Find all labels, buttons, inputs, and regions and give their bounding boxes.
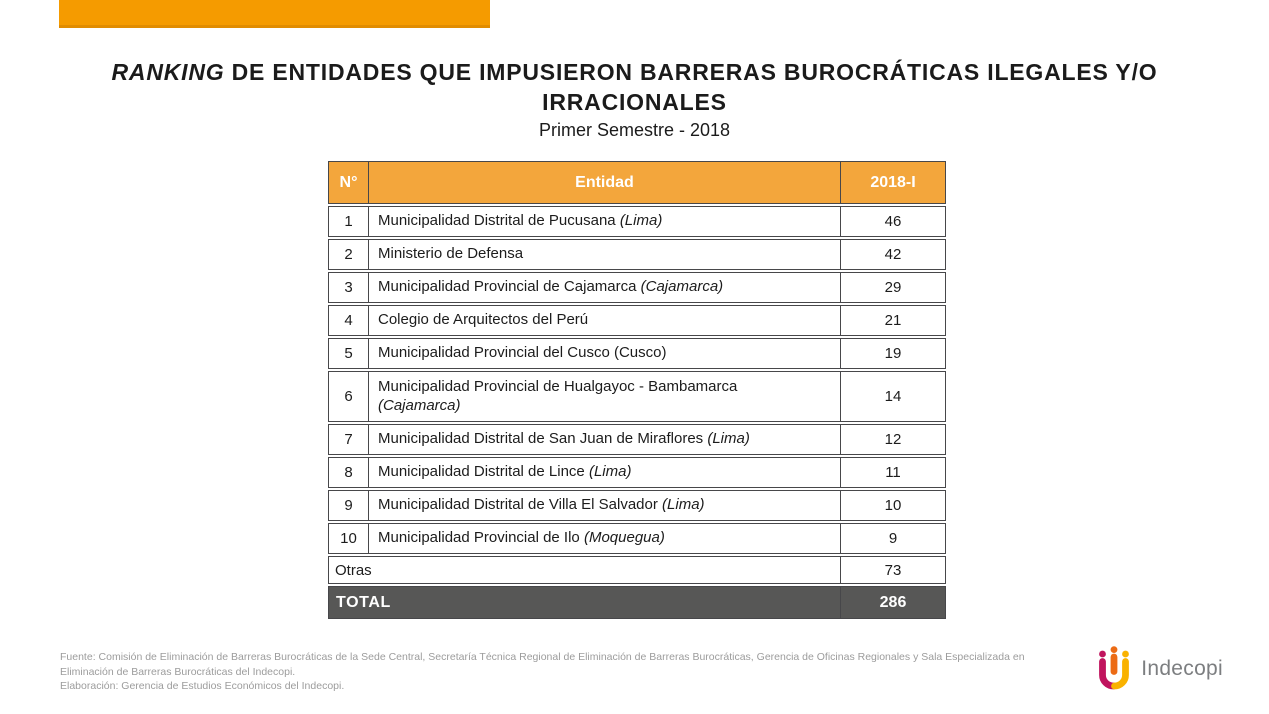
entity-location: (Lima) (707, 430, 750, 448)
entity-location: (Lima) (619, 212, 663, 230)
value-cell: 42 (841, 239, 946, 270)
entity-cell (369, 272, 841, 303)
value-cell: 9 (841, 523, 946, 554)
rank-cell: 5 (328, 338, 369, 369)
entity-location: (Lima) (588, 463, 632, 481)
table-row (328, 424, 946, 455)
top-accent-bar (59, 0, 490, 28)
indecopi-logo-icon (1094, 646, 1134, 692)
header-cell-rank: N° (328, 161, 369, 204)
source-line: Elaboración: Gerencia de Estudios Económicos del Indecopi. (60, 680, 345, 692)
entity-cell (369, 424, 841, 455)
header-cell-value: 2018-I (841, 161, 946, 204)
entity-cell (369, 206, 841, 237)
table-row (328, 490, 946, 521)
rank-cell: 3 (328, 272, 369, 303)
rank-cell: 8 (328, 457, 369, 488)
entity-cell (369, 305, 841, 336)
value-cell: 14 (841, 371, 946, 422)
entity-cell (369, 490, 841, 521)
entity-name: Municipalidad Provincial de Ilo (378, 529, 580, 547)
entity-name: Ministerio de Defensa (378, 245, 524, 263)
table-row (328, 523, 946, 554)
entity-cell (369, 457, 841, 488)
entity-location: (Cusco) (613, 344, 667, 362)
table-row (328, 457, 946, 488)
total-label-cell: TOTAL (328, 586, 841, 619)
header-cell-entity: Entidad (369, 161, 841, 204)
table-row (328, 206, 946, 237)
source-note (60, 650, 1070, 694)
entity-name: Municipalidad Distrital de Villa El Salvador (378, 496, 658, 514)
entity-name: Colegio de Arquitectos del Perú (378, 311, 589, 329)
entity-location: (Cajamarca) (378, 396, 461, 414)
entity-cell (369, 523, 841, 554)
table-body (328, 206, 946, 554)
table-header-row (328, 161, 946, 204)
entity-location: (Lima) (662, 496, 705, 514)
entity-cell (369, 371, 841, 422)
rank-cell: 2 (328, 239, 369, 270)
entity-name: Municipalidad Provincial de Cajamarca (378, 278, 637, 296)
source-line: Eliminación de Barreras Burocráticas del Indecopi. (60, 665, 296, 678)
value-cell: 29 (841, 272, 946, 303)
rank-cell: 10 (328, 523, 369, 554)
value-cell: 46 (841, 206, 946, 237)
entity-cell (369, 338, 841, 369)
table-row (328, 239, 946, 270)
table-row (328, 338, 946, 369)
title-italic-word: RANKING (111, 59, 225, 85)
page-title (0, 57, 1269, 117)
entity-location: (Moquegua) (583, 529, 665, 547)
otras-label-cell: Otras (328, 556, 841, 584)
entity-location: (Cajamarca) (640, 278, 724, 296)
entity-name: Municipalidad Provincial de Hualgayoc - Bambamarca (378, 377, 738, 395)
page-subtitle: Primer Semestre - 2018 (538, 120, 731, 140)
title-line2: IRRACIONALES (542, 89, 727, 115)
rank-cell: 1 (328, 206, 369, 237)
entity-cell (369, 239, 841, 270)
table-row (328, 305, 946, 336)
rank-cell: 4 (328, 305, 369, 336)
ranking-table (328, 159, 946, 621)
rank-cell: 7 (328, 424, 369, 455)
rank-cell: 9 (328, 490, 369, 521)
entity-name: Municipalidad Distrital de Pucusana (378, 212, 616, 230)
entity-name: Municipalidad Distrital de San Juan de Miraflores (378, 430, 704, 448)
indecopi-logo (1094, 646, 1223, 692)
value-cell: 12 (841, 424, 946, 455)
value-cell: 19 (841, 338, 946, 369)
title-line1-rest: DE ENTIDADES QUE IMPUSIERON BARRERAS BUROCRÁTICAS ILEGALES Y/O (224, 59, 1158, 85)
source-line: Fuente: Comisión de Eliminación de Barreras Burocráticas de la Sede Central, Secretaría Técnica Regional de Eliminación de Barreras Burocráticas, Gerencia de Oficinas Regionales y Sala Especializada en (60, 651, 1025, 663)
total-value-cell: 286 (841, 586, 946, 619)
otras-value-cell: 73 (841, 556, 946, 584)
entity-name: Municipalidad Distrital de Lince (378, 463, 585, 481)
entity-name: Municipalidad Provincial del Cusco (378, 344, 610, 362)
rank-cell: 6 (328, 371, 369, 422)
table-row (328, 272, 946, 303)
indecopi-logo-text: Indecopi (1141, 657, 1223, 680)
table-row (328, 371, 946, 422)
value-cell: 10 (841, 490, 946, 521)
value-cell: 21 (841, 305, 946, 336)
table-row-otras (328, 556, 946, 584)
value-cell: 11 (841, 457, 946, 488)
table-row-total (328, 586, 946, 619)
